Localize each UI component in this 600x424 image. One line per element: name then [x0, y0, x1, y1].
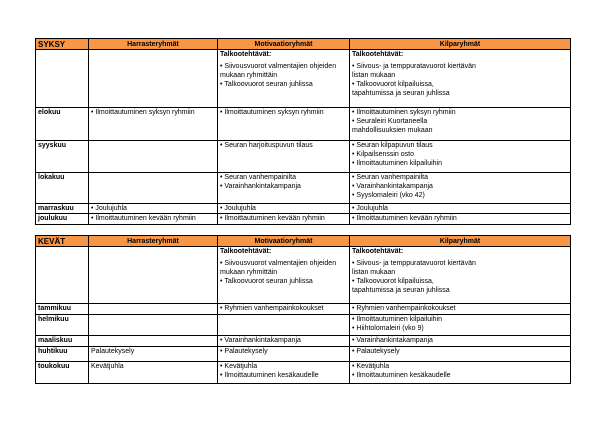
kilpa-cell [350, 347, 571, 362]
month-label: helmikuu [36, 315, 89, 336]
list-item: • Siivousvuorot valmentajien ohjeiden mukaan ryhmittäin [220, 259, 347, 277]
list-item: • Joulujuhla [220, 204, 347, 213]
list-item: • Ilmoittautuminen kesäkaudelle [220, 371, 347, 380]
list-item: • Varainhankintakampanja [352, 182, 568, 191]
intro-row [36, 50, 571, 108]
list-item: • Seuran vanhempainilta [352, 173, 568, 182]
talkoo-title: Talkootehtävät: [220, 51, 272, 58]
harraste-cell [89, 304, 218, 315]
list-item: Kevätjuhla [91, 363, 124, 370]
kilpa-cell [350, 214, 571, 225]
harraste-cell [89, 214, 218, 225]
table-row [36, 214, 571, 225]
list-item: • Varainhankintakampanja [352, 336, 568, 345]
kilpa-cell [350, 362, 571, 384]
month-label: huhtikuu [36, 347, 89, 362]
harraste-cell [89, 247, 218, 304]
kevat-header-row [36, 236, 571, 247]
list-item: • Talkoovuorot kilpailuissa, tapahtumissa ja seuran juhlissa [352, 80, 477, 98]
month-label: maaliskuu [36, 336, 89, 347]
kilpa-cell [350, 315, 571, 336]
column-header-harraste: Harrasteryhmät [89, 236, 218, 247]
harraste-cell [89, 141, 218, 173]
list-item: • Seuraleiri Kuortaneella mahdollisuuksien mukaan [352, 117, 477, 135]
month-label: tammikuu [36, 304, 89, 315]
table-row [36, 108, 571, 141]
harraste-cell [89, 362, 218, 384]
kilpa-cell [350, 247, 571, 304]
list-item: • Joulujuhla [352, 204, 568, 213]
table-row [36, 362, 571, 384]
motivaatio-cell [218, 50, 350, 108]
list-item: • Palautekysely [220, 347, 347, 356]
kilpa-cell [350, 304, 571, 315]
list-item: • Ilmoittautuminen kilpailuihin [352, 315, 568, 324]
list-item: • Kevätjuhla [352, 362, 568, 371]
motivaatio-cell [218, 362, 350, 384]
list-item: • Siivousvuorot valmentajien ohjeiden mukaan ryhmittäin [220, 62, 347, 80]
harraste-cell [89, 50, 218, 108]
list-item: • Seuran kilpapuvun tilaus [352, 141, 568, 150]
column-header-motivaatio: Motivaatioryhmät [218, 39, 350, 50]
list-item: • Talkoovuorot seuran juhlissa [220, 277, 347, 286]
list-item: • Ilmoittautuminen syksyn ryhmiin [352, 108, 568, 117]
list-item: • Ilmoittautuminen kevään ryhmiin [220, 214, 347, 223]
list-item: • Talkoovuorot kilpailuissa, tapahtumissa ja seuran juhlissa [352, 277, 477, 295]
list-item: • Ilmoittautuminen kevään ryhmiin [91, 214, 215, 223]
table-row [36, 304, 571, 315]
list-item: • Ilmoittautuminen syksyn ryhmiin [220, 108, 347, 117]
table-row [36, 173, 571, 204]
month-label: elokuu [36, 108, 89, 141]
list-item: • Ryhmien vanhempainkokoukset [352, 304, 568, 313]
season-title: KEVÄT [36, 236, 89, 247]
kevat-table [35, 235, 571, 384]
motivaatio-cell [218, 304, 350, 315]
motivaatio-cell [218, 141, 350, 173]
talkoo-title: Talkootehtävät: [352, 51, 404, 58]
table-row [36, 315, 571, 336]
kilpa-cell [350, 173, 571, 204]
kilpa-cell [350, 336, 571, 347]
list-item: • Seuran vanhempainilta [220, 173, 347, 182]
table-row [36, 141, 571, 173]
talkoo-title: Talkootehtävät: [220, 248, 272, 255]
column-header-harraste: Harrasteryhmät [89, 39, 218, 50]
motivaatio-cell [218, 247, 350, 304]
list-item: • Talkoovuorot seuran juhlissa [220, 80, 347, 89]
motivaatio-cell [218, 315, 350, 336]
kilpa-cell [350, 141, 571, 173]
list-item: • Ryhmien vanhempainkokoukset [220, 304, 347, 313]
month-label: lokakuu [36, 173, 89, 204]
table-row [36, 336, 571, 347]
motivaatio-cell [218, 173, 350, 204]
list-item: • Varainhankintakampanja [220, 336, 347, 345]
harraste-cell [89, 315, 218, 336]
column-header-motivaatio: Motivaatioryhmät [218, 236, 350, 247]
month-label: syyskuu [36, 141, 89, 173]
motivaatio-cell [218, 336, 350, 347]
list-item: • Kevätjuhla [220, 362, 347, 371]
list-item: • Varainhankintakampanja [220, 182, 347, 191]
list-item: Palautekysely [91, 348, 135, 355]
harraste-cell [89, 108, 218, 141]
list-item: • Seuran harjoituspuvun tilaus [220, 141, 347, 150]
list-item: • Kilpailsenssin osto [352, 150, 568, 159]
table-row [36, 204, 571, 214]
month-label: marraskuu [36, 204, 89, 214]
month-label: joulukuu [36, 214, 89, 225]
table-row [36, 347, 571, 362]
column-header-kilpa: Kilparyhmät [350, 236, 571, 247]
motivaatio-cell [218, 347, 350, 362]
list-item: • Ilmoittautuminen kilpailuihin [352, 159, 568, 168]
season-title: SYKSY [36, 39, 89, 50]
list-item: • Ilmoittautuminen kesäkaudelle [352, 371, 568, 380]
kilpa-cell [350, 50, 571, 108]
month-cell [36, 247, 89, 304]
syksy-table [35, 38, 571, 225]
list-item: • Joulujuhla [91, 204, 215, 213]
kilpa-cell [350, 108, 571, 141]
list-item: • Siivous- ja temppuratavuorot kiertävän listan mukaan [352, 62, 477, 80]
list-item: • Hiihtolomaleiri (vko 9) [352, 324, 568, 333]
talkoo-title: Talkootehtävät: [352, 248, 404, 255]
intro-row [36, 247, 571, 304]
column-header-kilpa: Kilparyhmät [350, 39, 571, 50]
list-item: • Syyslomaleiri (vko 42) [352, 191, 568, 200]
motivaatio-cell [218, 204, 350, 214]
month-label: toukokuu [36, 362, 89, 384]
kilpa-cell [350, 204, 571, 214]
harraste-cell [89, 347, 218, 362]
syksy-header-row [36, 39, 571, 50]
harraste-cell [89, 204, 218, 214]
list-item: • Siivous- ja temppuratavuorot kiertävän listan mukaan [352, 259, 477, 277]
list-item: • Palautekysely [352, 347, 568, 356]
list-item: • Ilmoittautuminen kevään ryhmiin [352, 214, 568, 223]
month-cell [36, 50, 89, 108]
motivaatio-cell [218, 108, 350, 141]
harraste-cell [89, 336, 218, 347]
motivaatio-cell [218, 214, 350, 225]
list-item: • Ilmoittautuminen syksyn ryhmiin [91, 108, 215, 117]
harraste-cell [89, 173, 218, 204]
